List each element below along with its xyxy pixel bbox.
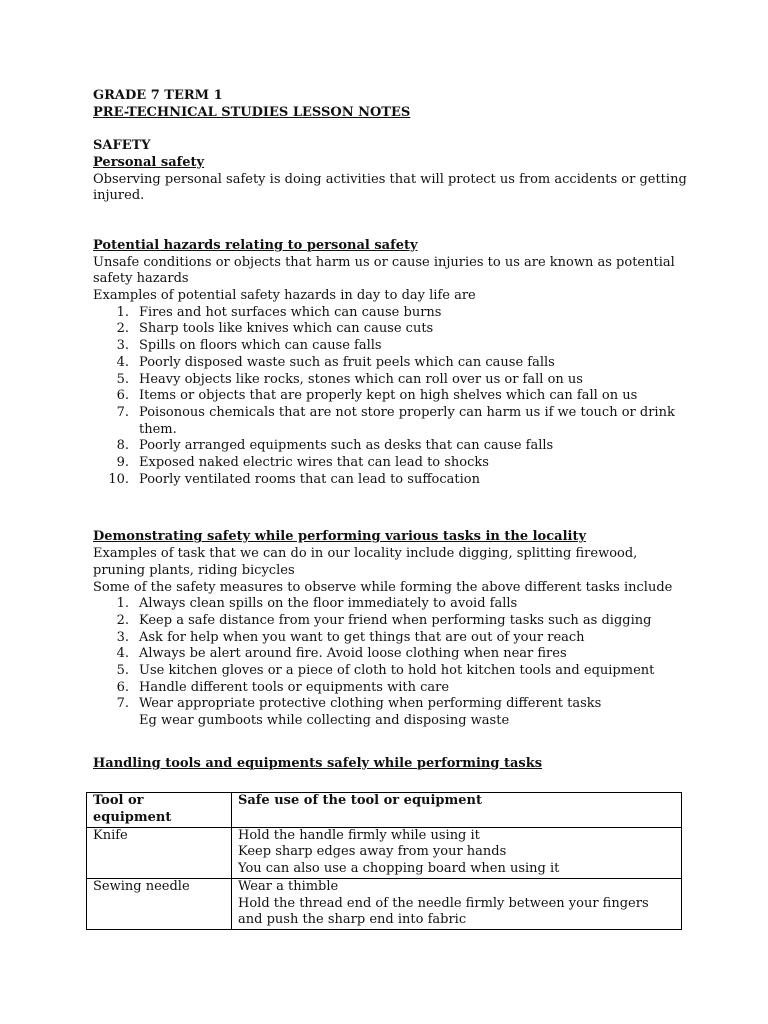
list-item	[93, 680, 688, 697]
list-item-text: Always clean spills on the floor immediately to avoid falls	[139, 596, 518, 612]
table-header-safe-use: Safe use of the tool or equipment	[232, 793, 682, 827]
use-line: Hold the thread end of the needle firmly between your fingers and push the sharp end into fabric	[238, 895, 649, 928]
list-item-text: Heavy objects like rocks, stones which can roll over us or fall on us	[139, 371, 583, 387]
document-body	[93, 88, 688, 930]
list-item	[93, 472, 688, 489]
table-row	[87, 878, 682, 929]
tools-table	[86, 792, 682, 930]
use-line: Keep sharp edges away from your hands	[238, 844, 507, 860]
handling-heading: Handling tools and equipments safely while performing tasks	[93, 755, 543, 771]
hazards-definition: Unsafe conditions or objects that harm us or cause injuries to us are known as potential safety hazards	[93, 254, 675, 287]
hazards-intro: Examples of potential safety hazards in day to day life are	[93, 288, 476, 304]
list-item	[93, 646, 688, 663]
list-number: 10.	[108, 471, 129, 487]
list-item-text: Fires and hot surfaces which can cause burns	[139, 304, 442, 320]
list-item-text: Poorly arranged equipments such as desks that can cause falls	[139, 438, 554, 454]
list-number: 8.	[116, 438, 129, 454]
list-item-text: Wear appropriate protective clothing when performing different tasks	[139, 696, 602, 712]
list-item	[93, 405, 688, 438]
personal-safety-text: Observing personal safety is doing activities that will protect us from accidents or getting injured.	[93, 171, 687, 204]
hazards-list	[93, 305, 688, 489]
list-number: 2.	[116, 321, 129, 337]
list-item	[93, 455, 688, 472]
list-number: 9.	[116, 455, 129, 471]
table-row	[87, 827, 682, 878]
list-item-text: Exposed naked electric wires that can lead to shocks	[139, 455, 489, 471]
list-item	[93, 338, 688, 355]
list-item-text: Poorly disposed waste such as fruit peels which can cause falls	[139, 354, 555, 370]
list-number: 1.	[116, 596, 129, 612]
list-item-text: Items or objects that are properly kept on high shelves which can fall on us	[139, 388, 638, 404]
list-number: 3.	[116, 338, 129, 354]
grade-term-title: GRADE 7 TERM 1	[93, 88, 223, 103]
use-line: Wear a thimble	[238, 878, 339, 894]
table-cell-uses	[232, 878, 682, 929]
demonstrating-examples: Examples of task that we can do in our locality include digging, splitting firewood, pruning plants, riding bicycles	[93, 546, 638, 578]
list-item	[93, 438, 688, 455]
table-cell-tool: Knife	[87, 827, 232, 878]
list-number: 6.	[116, 388, 129, 404]
list-number: 4.	[116, 646, 129, 662]
list-item-text: Poisonous chemicals that are not store properly can harm us if we touch or drink them.	[139, 404, 675, 437]
list-number: 6.	[116, 679, 129, 695]
list-item-text: Sharp tools like knives which can cause cuts	[139, 321, 434, 337]
use-line: Hold the handle firmly while using it	[238, 827, 480, 843]
list-item	[93, 388, 688, 405]
list-item-text: Use kitchen gloves or a piece of cloth to hold hot kitchen tools and equipment	[139, 663, 655, 679]
list-continuation: Eg wear gumboots while collecting and disposing waste	[139, 713, 510, 729]
list-item-text: Always be alert around fire. Avoid loose clothing when near fires	[139, 646, 567, 662]
list-item	[93, 355, 688, 372]
list-item	[93, 321, 688, 338]
use-line: You can also use a chopping board when using it	[238, 861, 560, 877]
demonstrating-heading: Demonstrating safety while performing various tasks in the locality	[93, 529, 587, 545]
list-item	[93, 596, 688, 613]
safety-measures-list	[93, 596, 688, 713]
list-number: 5.	[116, 371, 129, 387]
list-number: 7.	[116, 404, 129, 420]
table-header-tool: Tool or equipment	[87, 793, 232, 827]
list-number: 2.	[116, 612, 129, 628]
list-item	[93, 372, 688, 389]
list-item-text: Poorly ventilated rooms that can lead to suffocation	[139, 471, 480, 487]
list-item-text: Handle different tools or equipments with care	[139, 679, 450, 695]
list-item	[93, 663, 688, 680]
list-number: 7.	[116, 696, 129, 712]
list-item-text: Keep a safe distance from your friend when performing tasks such as digging	[139, 612, 652, 628]
personal-safety-heading: Personal safety	[93, 154, 205, 170]
table-cell-tool: Sewing needle	[87, 878, 232, 929]
list-item	[93, 630, 688, 647]
table-cell-uses	[232, 827, 682, 878]
list-number: 1.	[116, 304, 129, 320]
list-number: 4.	[116, 354, 129, 370]
lesson-notes-title-text: PRE-TECHNICAL STUDIES LESSON NOTES	[93, 104, 411, 120]
list-number: 5.	[116, 663, 129, 679]
lesson-notes-title	[93, 105, 688, 122]
list-item-text: Spills on floors which can cause falls	[139, 338, 382, 354]
list-number: 3.	[116, 629, 129, 645]
hazards-heading: Potential hazards relating to personal safety	[93, 237, 418, 253]
list-item	[93, 613, 688, 630]
list-item	[93, 305, 688, 322]
safety-title: SAFETY	[93, 138, 151, 154]
list-item-text: Ask for help when you want to get things that are out of your reach	[139, 629, 585, 645]
list-item	[93, 696, 688, 713]
demonstrating-intro: Some of the safety measures to observe while forming the above different tasks include	[93, 579, 673, 595]
table-header-row	[87, 793, 682, 827]
